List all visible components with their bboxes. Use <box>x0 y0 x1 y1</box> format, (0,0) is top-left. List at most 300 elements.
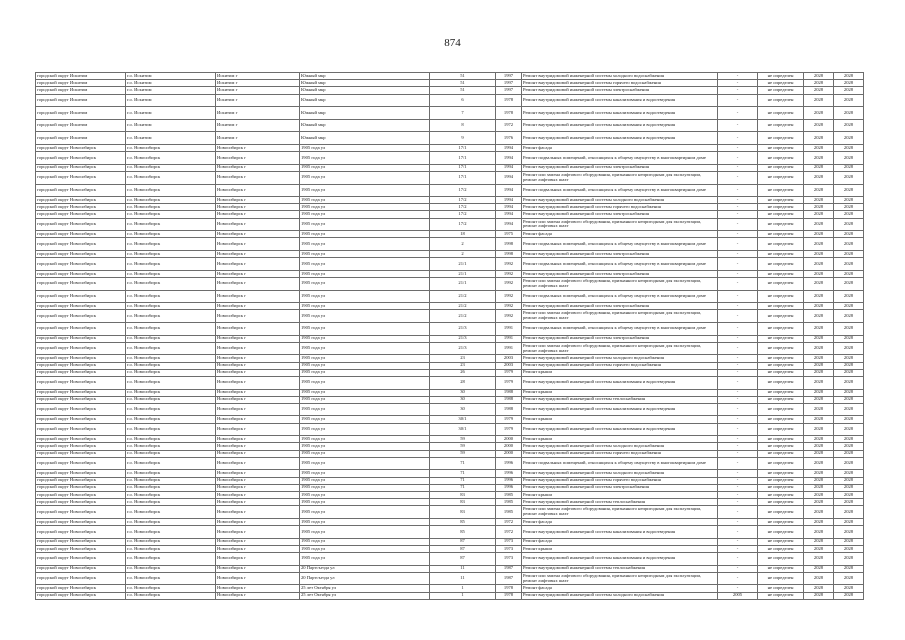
municipality-cell: г.о. Искитим <box>126 119 216 132</box>
plan-end-year-cell: 2028 <box>834 171 864 184</box>
table-row <box>36 107 864 120</box>
build-year-cell: 1994 <box>496 184 522 197</box>
plan-end-year-cell: 2028 <box>834 197 864 204</box>
method-cell: не определен <box>758 585 804 592</box>
last-repair-year-cell: - <box>718 144 758 151</box>
district-cell: городской округ Искитим <box>36 87 126 94</box>
street-cell: Южный мкр <box>300 119 430 132</box>
district-cell: городской округ Новосибирск <box>36 553 126 566</box>
last-repair-year-cell: - <box>718 119 758 132</box>
street-cell: 1905 года ул <box>300 204 430 211</box>
work-type-cell: Ремонт внутридомовой инженерной системы горячего водоснабжения <box>522 450 718 457</box>
table-row <box>36 132 864 145</box>
plan-start-year-cell: 2028 <box>804 518 834 525</box>
method-cell: не определен <box>758 403 804 416</box>
work-type-cell: Ремонт или замена лифтового оборудования, признанного непригодным для эксплуатации, ремонт лифтовых шахт <box>522 506 718 519</box>
city-cell: Искитим г <box>216 107 300 120</box>
street-cell: 1905 года ул <box>300 270 430 277</box>
build-year-cell: 2003 <box>496 355 522 362</box>
city-cell: Новосибирск г <box>216 592 300 599</box>
build-year-cell: 1992 <box>496 290 522 303</box>
work-type-cell: Ремонт внутридомовой инженерной системы канализования и водоотведения <box>522 403 718 416</box>
build-year-cell: 1972 <box>496 518 522 525</box>
work-type-cell: Ремонт внутридомовой инженерной системы горячего водоснабжения <box>522 362 718 369</box>
table-row <box>36 238 864 251</box>
street-cell: 1905 года ул <box>300 538 430 545</box>
city-cell: Новосибирск г <box>216 144 300 151</box>
city-cell: Новосибирск г <box>216 218 300 231</box>
build-year-cell: 1992 <box>496 270 522 277</box>
municipality-cell: г.о. Новосибирск <box>126 518 216 525</box>
city-cell: Новосибирск г <box>216 470 300 477</box>
district-cell: городской округ Новосибирск <box>36 310 126 323</box>
method-cell: не определен <box>758 457 804 470</box>
city-cell: Новосибирск г <box>216 335 300 342</box>
city-cell: Новосибирск г <box>216 545 300 552</box>
last-repair-year-cell: - <box>718 450 758 457</box>
district-cell: городской округ Новосибирск <box>36 369 126 376</box>
district-cell: городской округ Новосибирск <box>36 197 126 204</box>
table-row <box>36 403 864 416</box>
build-year-cell: 1973 <box>496 545 522 552</box>
district-cell: городской округ Новосибирск <box>36 278 126 291</box>
district-cell: городской округ Новосибирск <box>36 362 126 369</box>
city-cell: Новосибирск г <box>216 251 300 258</box>
plan-start-year-cell: 2028 <box>804 197 834 204</box>
district-cell: городской округ Новосибирск <box>36 335 126 342</box>
table-row <box>36 389 864 396</box>
district-cell: городской округ Новосибирск <box>36 423 126 436</box>
city-cell: Искитим г <box>216 73 300 80</box>
work-type-cell: Ремонт внутридомовой инженерной системы канализования и водоотведения <box>522 526 718 539</box>
table-row <box>36 491 864 498</box>
house-number-cell: 59 <box>430 450 496 457</box>
plan-end-year-cell: 2028 <box>834 152 864 165</box>
street-cell: 1905 года ул <box>300 470 430 477</box>
last-repair-year-cell: - <box>718 477 758 484</box>
plan-start-year-cell: 2028 <box>804 107 834 120</box>
plan-start-year-cell: 2028 <box>804 403 834 416</box>
street-cell: 1905 года ул <box>300 197 430 204</box>
street-cell: 1905 года ул <box>300 251 430 258</box>
municipality-cell: г.о. Новосибирск <box>126 322 216 335</box>
table-row <box>36 152 864 165</box>
method-cell: не определен <box>758 450 804 457</box>
last-repair-year-cell: - <box>718 376 758 389</box>
municipality-cell: г.о. Искитим <box>126 80 216 87</box>
method-cell: не определен <box>758 87 804 94</box>
plan-start-year-cell: 2028 <box>804 362 834 369</box>
city-cell: Искитим г <box>216 87 300 94</box>
plan-end-year-cell: 2028 <box>834 506 864 519</box>
table-row <box>36 211 864 218</box>
build-year-cell: 1988 <box>496 389 522 396</box>
work-type-cell: Ремонт фасада <box>522 585 718 592</box>
method-cell: не определен <box>758 342 804 355</box>
build-year-cell: 1979 <box>496 376 522 389</box>
build-year-cell: 1991 <box>496 322 522 335</box>
last-repair-year-cell: - <box>718 342 758 355</box>
work-type-cell: Ремонт внутридомовой инженерной системы электроснабжения <box>522 303 718 310</box>
plan-start-year-cell: 2028 <box>804 450 834 457</box>
work-type-cell: Ремонт фасада <box>522 518 718 525</box>
municipality-cell: г.о. Новосибирск <box>126 376 216 389</box>
plan-start-year-cell: 2028 <box>804 538 834 545</box>
work-type-cell: Ремонт внутридомовой инженерной системы электроснабжения <box>522 164 718 171</box>
city-cell: Новосибирск г <box>216 152 300 165</box>
house-number-cell: 17/2 <box>430 211 496 218</box>
district-cell: городской округ Новосибирск <box>36 144 126 151</box>
work-type-cell: Ремонт крыши <box>522 491 718 498</box>
last-repair-year-cell: - <box>718 211 758 218</box>
street-cell: 1905 года ул <box>300 303 430 310</box>
work-type-cell: Ремонт подвальных помещений, относящихся к общему имуществу в многоквартирном доме <box>522 290 718 303</box>
municipality-cell: г.о. Искитим <box>126 132 216 145</box>
last-repair-year-cell: - <box>718 184 758 197</box>
method-cell: не определен <box>758 218 804 231</box>
plan-start-year-cell: 2028 <box>804 119 834 132</box>
municipality-cell: г.о. Новосибирск <box>126 436 216 443</box>
plan-start-year-cell: 2028 <box>804 258 834 271</box>
method-cell: не определен <box>758 132 804 145</box>
city-cell: Искитим г <box>216 80 300 87</box>
plan-start-year-cell: 2028 <box>804 416 834 423</box>
build-year-cell: 1972 <box>496 526 522 539</box>
plan-start-year-cell: 2028 <box>804 231 834 238</box>
plan-end-year-cell: 2028 <box>834 80 864 87</box>
build-year-cell: 1994 <box>496 144 522 151</box>
district-cell: городской округ Новосибирск <box>36 164 126 171</box>
house-number-cell: 83 <box>430 506 496 519</box>
city-cell: Новосибирск г <box>216 450 300 457</box>
district-cell: городской округ Новосибирск <box>36 238 126 251</box>
table-row <box>36 87 864 94</box>
method-cell: не определен <box>758 258 804 271</box>
plan-start-year-cell: 2028 <box>804 204 834 211</box>
plan-start-year-cell: 2028 <box>804 132 834 145</box>
district-cell: городской округ Искитим <box>36 94 126 107</box>
district-cell: городской округ Новосибирск <box>36 231 126 238</box>
build-year-cell: 1994 <box>496 204 522 211</box>
last-repair-year-cell: - <box>718 484 758 491</box>
last-repair-year-cell: - <box>718 369 758 376</box>
house-number-cell: 11 <box>430 572 496 585</box>
work-type-cell: Ремонт внутридомовой инженерной системы холодного водоснабжения <box>522 73 718 80</box>
street-cell: Южный мкр <box>300 94 430 107</box>
method-cell: не определен <box>758 231 804 238</box>
work-type-cell: Ремонт или замена лифтового оборудования, признанного непригодным для эксплуатации, ремонт лифтовых шахт <box>522 278 718 291</box>
method-cell: не определен <box>758 572 804 585</box>
district-cell: городской округ Новосибирск <box>36 450 126 457</box>
last-repair-year-cell: - <box>718 310 758 323</box>
build-year-cell: 1973 <box>496 538 522 545</box>
plan-start-year-cell: 2028 <box>804 585 834 592</box>
work-type-cell: Ремонт внутридомовой инженерной системы холодного водоснабжения <box>522 355 718 362</box>
plan-end-year-cell: 2028 <box>834 119 864 132</box>
house-number-cell: 21/2 <box>430 310 496 323</box>
municipality-cell: г.о. Искитим <box>126 73 216 80</box>
build-year-cell: 1985 <box>496 499 522 506</box>
work-type-cell: Ремонт внутридомовой инженерной системы электроснабжения <box>522 211 718 218</box>
table-row <box>36 545 864 552</box>
plan-start-year-cell: 2028 <box>804 144 834 151</box>
street-cell: 1905 года ул <box>300 335 430 342</box>
street-cell: 1905 года ул <box>300 477 430 484</box>
house-number-cell: 21/3 <box>430 342 496 355</box>
table-row <box>36 310 864 323</box>
plan-end-year-cell: 2028 <box>834 470 864 477</box>
plan-start-year-cell: 2028 <box>804 396 834 403</box>
plan-start-year-cell: 2028 <box>804 526 834 539</box>
municipality-cell: г.о. Новосибирск <box>126 164 216 171</box>
table-row <box>36 553 864 566</box>
plan-start-year-cell: 2028 <box>804 270 834 277</box>
city-cell: Новосибирск г <box>216 171 300 184</box>
build-year-cell: 1988 <box>496 403 522 416</box>
city-cell: Искитим г <box>216 94 300 107</box>
plan-start-year-cell: 2028 <box>804 443 834 450</box>
house-number-cell: 17/2 <box>430 184 496 197</box>
house-number-cell: 6 <box>430 94 496 107</box>
table-row <box>36 484 864 491</box>
house-number-cell: 17/2 <box>430 197 496 204</box>
municipality-cell: г.о. Новосибирск <box>126 342 216 355</box>
municipality-cell: г.о. Новосибирск <box>126 450 216 457</box>
method-cell: не определен <box>758 376 804 389</box>
plan-end-year-cell: 2028 <box>834 553 864 566</box>
plan-end-year-cell: 2028 <box>834 132 864 145</box>
municipality-cell: г.о. Новосибирск <box>126 585 216 592</box>
last-repair-year-cell: - <box>718 545 758 552</box>
last-repair-year-cell: - <box>718 258 758 271</box>
municipality-cell: г.о. Новосибирск <box>126 443 216 450</box>
street-cell: 1905 года ул <box>300 144 430 151</box>
district-cell: городской округ Искитим <box>36 132 126 145</box>
table-row <box>36 342 864 355</box>
work-type-cell: Ремонт подвальных помещений, относящихся к общему имуществу в многоквартирном доме <box>522 184 718 197</box>
district-cell: городской округ Новосибирск <box>36 322 126 335</box>
build-year-cell: 1996 <box>496 477 522 484</box>
plan-end-year-cell: 2028 <box>834 144 864 151</box>
house-number-cell: 17/1 <box>430 152 496 165</box>
build-year-cell: 1972 <box>496 119 522 132</box>
municipality-cell: г.о. Новосибирск <box>126 184 216 197</box>
city-cell: Новосибирск г <box>216 355 300 362</box>
method-cell: не определен <box>758 80 804 87</box>
street-cell: 1905 года ул <box>300 290 430 303</box>
build-year-cell: 1992 <box>496 310 522 323</box>
plan-end-year-cell: 2028 <box>834 355 864 362</box>
work-type-cell: Ремонт внутридомовой инженерной системы канализования и водоотведения <box>522 376 718 389</box>
work-type-cell: Ремонт крыши <box>522 416 718 423</box>
work-type-cell: Ремонт внутридомовой инженерной системы канализования и водоотведения <box>522 132 718 145</box>
work-type-cell: Ремонт внутридомовой инженерной системы холодного водоснабжения <box>522 592 718 599</box>
plan-start-year-cell: 2028 <box>804 211 834 218</box>
district-cell: городской округ Новосибирск <box>36 484 126 491</box>
municipality-cell: г.о. Новосибирск <box>126 335 216 342</box>
method-cell: не определен <box>758 94 804 107</box>
last-repair-year-cell: - <box>718 270 758 277</box>
street-cell: Южный мкр <box>300 132 430 145</box>
last-repair-year-cell: - <box>718 506 758 519</box>
municipality-cell: г.о. Новосибирск <box>126 389 216 396</box>
plan-end-year-cell: 2028 <box>834 290 864 303</box>
city-cell: Новосибирск г <box>216 197 300 204</box>
method-cell: не определен <box>758 506 804 519</box>
work-type-cell: Ремонт крыши <box>522 369 718 376</box>
district-cell: городской округ Новосибирск <box>36 290 126 303</box>
municipality-cell: г.о. Новосибирск <box>126 416 216 423</box>
house-number-cell: 2 <box>430 251 496 258</box>
last-repair-year-cell: - <box>718 416 758 423</box>
build-year-cell: 1991 <box>496 335 522 342</box>
build-year-cell: 1996 <box>496 457 522 470</box>
table-row <box>36 171 864 184</box>
street-cell: 1905 года ул <box>300 506 430 519</box>
build-year-cell: 1994 <box>496 211 522 218</box>
street-cell: 1905 года ул <box>300 484 430 491</box>
district-cell: городской округ Новосибирск <box>36 499 126 506</box>
municipality-cell: г.о. Новосибирск <box>126 477 216 484</box>
house-number-cell: 87 <box>430 538 496 545</box>
plan-end-year-cell: 2028 <box>834 423 864 436</box>
house-number-cell: 71 <box>430 470 496 477</box>
method-cell: не определен <box>758 171 804 184</box>
municipality-cell: г.о. Новосибирск <box>126 258 216 271</box>
district-cell: городской округ Искитим <box>36 73 126 80</box>
street-cell: 1905 года ул <box>300 545 430 552</box>
plan-end-year-cell: 2028 <box>834 538 864 545</box>
district-cell: городской округ Новосибирск <box>36 389 126 396</box>
city-cell: Новосибирск г <box>216 553 300 566</box>
plan-end-year-cell: 2028 <box>834 457 864 470</box>
district-cell: городской округ Новосибирск <box>36 211 126 218</box>
table-row <box>36 251 864 258</box>
method-cell: не определен <box>758 251 804 258</box>
municipality-cell: г.о. Новосибирск <box>126 403 216 416</box>
house-number-cell: 30/1 <box>430 416 496 423</box>
plan-start-year-cell: 2028 <box>804 457 834 470</box>
table-row <box>36 585 864 592</box>
method-cell: не определен <box>758 107 804 120</box>
municipality-cell: г.о. Новосибирск <box>126 290 216 303</box>
build-year-cell: 1979 <box>496 416 522 423</box>
street-cell: 20 Партсъезда ул <box>300 565 430 572</box>
district-cell: городской округ Новосибирск <box>36 342 126 355</box>
municipality-cell: г.о. Новосибирск <box>126 171 216 184</box>
district-cell: городской округ Новосибирск <box>36 538 126 545</box>
method-cell: не определен <box>758 518 804 525</box>
table-row <box>36 335 864 342</box>
plan-end-year-cell: 2028 <box>834 107 864 120</box>
table-row <box>36 119 864 132</box>
district-cell: городской округ Новосибирск <box>36 585 126 592</box>
build-year-cell: 1997 <box>496 87 522 94</box>
house-number-cell: 23 <box>430 362 496 369</box>
municipality-cell: г.о. Новосибирск <box>126 545 216 552</box>
plan-start-year-cell: 2028 <box>804 251 834 258</box>
house-number-cell: 21/2 <box>430 290 496 303</box>
municipality-cell: г.о. Новосибирск <box>126 484 216 491</box>
work-type-cell: Ремонт подвальных помещений, относящихся к общему имуществу в многоквартирном доме <box>522 322 718 335</box>
house-number-cell: 71 <box>430 477 496 484</box>
plan-end-year-cell: 2028 <box>834 477 864 484</box>
plan-end-year-cell: 2028 <box>834 369 864 376</box>
table-row <box>36 506 864 519</box>
plan-end-year-cell: 2028 <box>834 164 864 171</box>
table-row <box>36 423 864 436</box>
house-number-cell: 17/1 <box>430 171 496 184</box>
build-year-cell: 1991 <box>496 342 522 355</box>
house-number-cell: 21/2 <box>430 303 496 310</box>
method-cell: не определен <box>758 565 804 572</box>
build-year-cell: 1988 <box>496 396 522 403</box>
district-cell: городской округ Новосибирск <box>36 258 126 271</box>
city-cell: Новосибирск г <box>216 396 300 403</box>
build-year-cell: 1998 <box>496 251 522 258</box>
municipality-cell: г.о. Новосибирск <box>126 251 216 258</box>
district-cell: городской округ Новосибирск <box>36 565 126 572</box>
city-cell: Новосибирск г <box>216 538 300 545</box>
plan-end-year-cell: 2028 <box>834 251 864 258</box>
municipality-cell: г.о. Новосибирск <box>126 565 216 572</box>
build-year-cell: 1997 <box>496 80 522 87</box>
municipality-cell: г.о. Новосибирск <box>126 396 216 403</box>
table-row <box>36 290 864 303</box>
work-type-cell: Ремонт внутридомовой инженерной системы электроснабжения <box>522 484 718 491</box>
last-repair-year-cell: - <box>718 518 758 525</box>
city-cell: Новосибирск г <box>216 322 300 335</box>
build-year-cell: 1973 <box>496 553 522 566</box>
city-cell: Новосибирск г <box>216 270 300 277</box>
plan-start-year-cell: 2028 <box>804 322 834 335</box>
district-cell: городской округ Новосибирск <box>36 506 126 519</box>
table-row <box>36 184 864 197</box>
plan-end-year-cell: 2028 <box>834 499 864 506</box>
build-year-cell: 2000 <box>496 443 522 450</box>
plan-start-year-cell: 2028 <box>804 592 834 599</box>
plan-start-year-cell: 2028 <box>804 303 834 310</box>
municipality-cell: г.о. Новосибирск <box>126 553 216 566</box>
district-cell: городской округ Новосибирск <box>36 204 126 211</box>
method-cell: не определен <box>758 423 804 436</box>
table-row <box>36 197 864 204</box>
last-repair-year-cell: - <box>718 572 758 585</box>
last-repair-year-cell: - <box>718 491 758 498</box>
municipality-cell: г.о. Новосибирск <box>126 197 216 204</box>
table-row <box>36 322 864 335</box>
house-number-cell: 87 <box>430 553 496 566</box>
work-type-cell: Ремонт подвальных помещений, относящихся к общему имуществу в многоквартирном доме <box>522 457 718 470</box>
build-year-cell: 1997 <box>496 73 522 80</box>
table-row <box>36 396 864 403</box>
district-cell: городской округ Новосибирск <box>36 376 126 389</box>
plan-start-year-cell: 2028 <box>804 423 834 436</box>
plan-end-year-cell: 2028 <box>834 278 864 291</box>
method-cell: не определен <box>758 553 804 566</box>
method-cell: не определен <box>758 526 804 539</box>
street-cell: 1905 года ул <box>300 171 430 184</box>
municipality-cell: г.о. Новосибирск <box>126 238 216 251</box>
last-repair-year-cell: - <box>718 396 758 403</box>
street-cell: 1905 года ул <box>300 322 430 335</box>
plan-start-year-cell: 2028 <box>804 565 834 572</box>
last-repair-year-cell: - <box>718 238 758 251</box>
last-repair-year-cell: - <box>718 423 758 436</box>
plan-end-year-cell: 2028 <box>834 258 864 271</box>
house-number-cell: 21/1 <box>430 270 496 277</box>
work-type-cell: Ремонт внутридомовой инженерной системы электроснабжения <box>522 251 718 258</box>
